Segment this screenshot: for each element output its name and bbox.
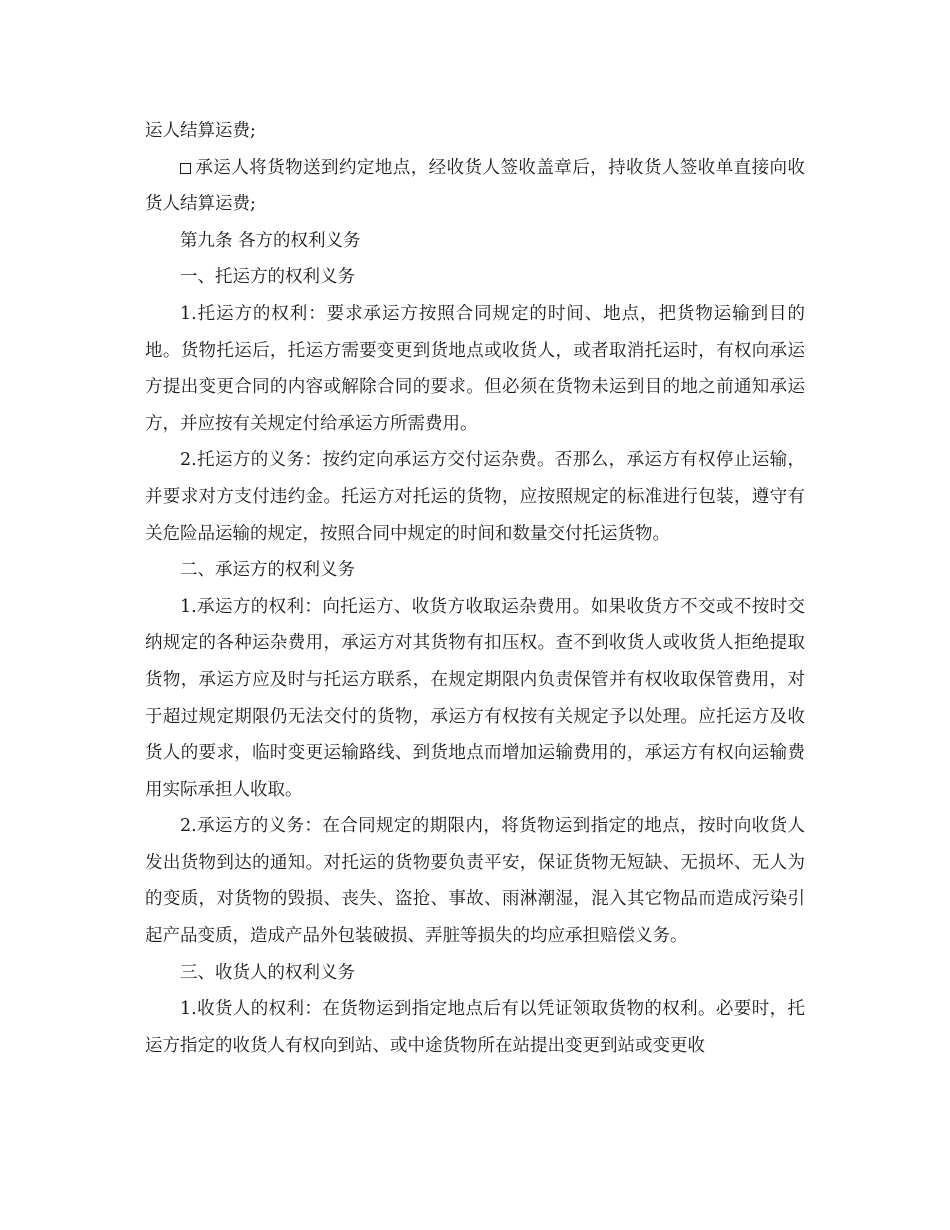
paragraph-freight-settlement-continued: 运人结算运费; bbox=[145, 121, 256, 141]
article-nine-heading: 第九条 各方的权利义务 bbox=[180, 230, 361, 251]
section-heading-consignee: 三、收货人的权利义务 bbox=[180, 962, 355, 983]
paragraph-checkbox-option bbox=[145, 150, 805, 223]
paragraph-shipper-obligations: 2.托运方的义务：按约定向承运方交付运杂费。否那么，承运方有权停止运输，并要求对方支付违约金。托运方对托运的货物，应按照规定的标准进行包装，遵守有关危险品运输的规定，按照合同中规定的时间和数量交付托运货物。 bbox=[145, 450, 805, 544]
section-heading-shipper: 一、托运方的权利义务 bbox=[180, 267, 355, 288]
paragraph-shipper-rights: 1.托运方的权利：要求承运方按照合同规定的时间、地点，把货物运输到目的地。货物托运后，托运方需要变更到货地点或收货人，或者取消托运时，有权向承运方提出变更合同的内容或解除合同的要求。但必须在货物未运到目的地之前通知承运方，并应按有关规定付给承运方所需费用。 bbox=[145, 303, 805, 434]
document-page bbox=[145, 113, 805, 1064]
paragraph-carrier-obligations: 2.承运方的义务：在合同规定的期限内，将货物运到指定的地点，按时向收货人发出货物到达的通知。对托运的货物要负责平安，保证货物无短缺、无损坏、无人为的变质，对货物的毁损、丧失、盗抢、事故、雨淋潮湿，混入其它物品而造成污染引起产品变质，造成产品外包装破损、弄脏等损失的均应承担赔偿义务。 bbox=[145, 816, 805, 947]
paragraph-checkbox-option-text: 承运人将货物送到约定地点，经收货人签收盖章后，持收货人签收单直接向收货人结算运费; bbox=[145, 157, 805, 215]
paragraph-consignee-rights: 1.收货人的权利：在货物运到指定地点后有以凭证领取货物的权利。必要时，托运方指定的收货人有权向到站、或中途货物所在站提出变更到站或变更收 bbox=[145, 999, 805, 1056]
checkbox-icon[interactable] bbox=[180, 163, 191, 174]
section-heading-carrier: 二、承运方的权利义务 bbox=[180, 560, 355, 581]
paragraph-carrier-rights: 1.承运方的权利：向托运方、收货方收取运杂费用。如果收货方不交或不按时交纳规定的各种运杂费用，承运方对其货物有扣压权。查不到收货人或收货人拒绝提取货物，承运方应及时与托运方联系，在规定期限内负责保管并有权收取保管费用，对于超过规定期限仍无法交付的货物，承运方有权按有关规定予以处理。应托运方及收货人的要求，临时变更运输路线、到货地点而增加运输费用的，承运方有权向运输费用实际承担人收取。 bbox=[145, 596, 805, 800]
